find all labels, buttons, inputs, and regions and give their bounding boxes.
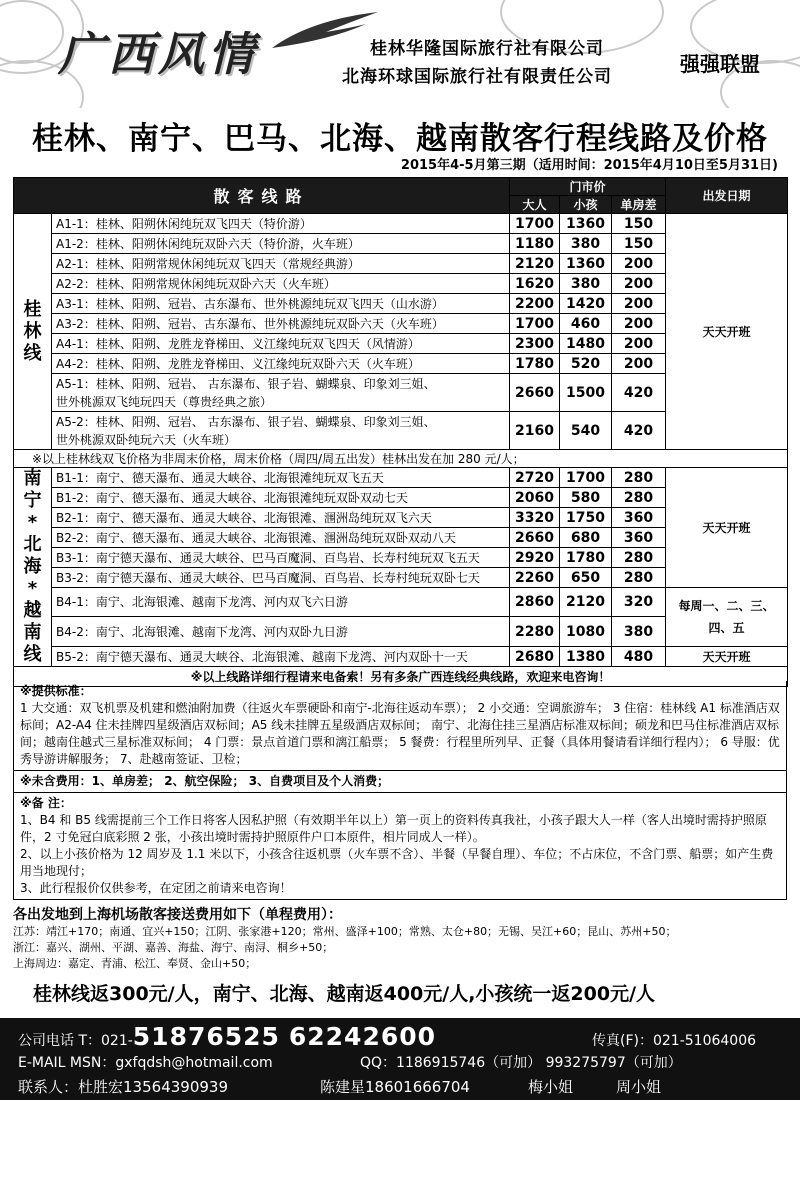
route-cell: B2-1：南宁、德天瀑布、通灵大峡谷、北海银滩、涠洲岛纯玩双飞六天	[52, 508, 510, 528]
single-price: 420	[612, 412, 666, 450]
transfer-line: 上海周边：嘉定、青浦、松江、奉贤、金山+50；	[13, 957, 257, 970]
route-cell: A1-2：桂林、阳朔休闲纯玩双卧六天（特价游，火车班）	[52, 234, 510, 254]
phone-number-1[interactable]: 51876525	[132, 1022, 280, 1051]
route-cell: A5-1：桂林、阳朔、冠岩、 古东瀑布、银子岩、蝴蝶泉、印象刘三姐、 世外桃源双飞纯玩四天（尊贵经典之旅）	[52, 374, 510, 412]
rebate-line: 桂林线返300元/人，南宁、北海、越南返400元/人,小孩统一返200元/人	[33, 983, 656, 1005]
route-header: 散客线路	[14, 178, 510, 214]
child-price: 380	[560, 274, 612, 294]
depart-schedule: 天天开班	[666, 647, 788, 667]
single-price: 280	[612, 488, 666, 508]
remark-item: 3、此行程报价仅供参考，在定团之前请来电咨询！	[20, 881, 292, 895]
route-cell: A2-2：桂林、阳朔常规休闲纯玩双卧六天（火车班）	[52, 274, 510, 294]
adult-price: 2200	[510, 294, 560, 314]
page-title: 桂林、南宁、巴马、北海、越南散客行程线路及价格	[32, 121, 768, 157]
adult-price: 2920	[510, 548, 560, 568]
adult-price: 2280	[510, 617, 560, 647]
adult-price: 1700	[510, 314, 560, 334]
child-price: 1500	[560, 374, 612, 412]
company-name-1: 桂林华隆国际旅行社有限公司	[370, 39, 604, 59]
header-banner	[0, 0, 800, 108]
guilin-note: ※以上桂林线双飞价格为非周末价格，周末价格（周四/周五出发）桂林出发在加 280 元/人；	[14, 450, 788, 468]
child-price: 460	[560, 314, 612, 334]
single-price: 200	[612, 254, 666, 274]
remark-item: 1、B4 和 B5 线需提前三个工作日将客人因私护照（有效期半年以上）第一页上的资料传真我社，小孩子跟大人一样（客人出境时需持护照原件，2 寸免冠白底彩照 2 张，小孩出境时需持护照原件户口本原件，相片同成人一样）。	[20, 813, 767, 844]
phone-label: 公司电话 T：021-	[18, 1033, 133, 1049]
adult-price: 2860	[510, 588, 560, 617]
route-cell: B1-2：南宁、德天瀑布、通灵大峡谷、北海银滩纯玩双卧双动七天	[52, 488, 510, 508]
phone-number-2[interactable]: 62242600	[288, 1022, 437, 1051]
remark-item: 2、以上小孩价格为 12 周岁及 1.1 米以下，小孩含往返机票（火车票不含）、半餐（早餐自理）、车位；不占床位，不含门票、船票；如产生费用当地现付；	[20, 847, 774, 878]
child-price: 1420	[560, 294, 612, 314]
email-address[interactable]: gxfqdsh@hotmail.com	[115, 1055, 273, 1071]
child-price: 380	[560, 234, 612, 254]
adult-price: 2660	[510, 528, 560, 548]
single-price: 150	[612, 214, 666, 234]
region-label-nanning: 南 宁 * 北 海 * 越 南 线	[14, 468, 52, 667]
table-row	[14, 468, 788, 488]
child-price: 1480	[560, 334, 612, 354]
contact-line	[18, 1076, 228, 1097]
route-cell: B2-2：南宁、德天瀑布、通灵大峡谷、北海银滩、涠洲岛纯玩双卧双动八天	[52, 528, 510, 548]
contact-label: 联系人：	[18, 1078, 79, 1096]
child-price: 580	[560, 488, 612, 508]
provided-standards	[13, 681, 787, 771]
transfer-title: 各出发地到上海机场散客接送费用如下（单程费用）：	[13, 907, 342, 923]
guilin-note-row	[14, 450, 788, 468]
qq-label: QQ：	[360, 1055, 397, 1071]
logo-text: 广西风情	[58, 27, 258, 81]
single-supplement-header: 单房差	[612, 196, 666, 214]
single-price: 420	[612, 374, 666, 412]
provided-title: ※提供标准：	[20, 684, 92, 698]
depart-schedule-weekday: 每周一、二、三、四、五	[666, 588, 788, 647]
company-name-2: 北海环球国际旅行社有限责任公司	[342, 67, 612, 87]
single-price: 200	[612, 354, 666, 374]
remarks	[13, 793, 787, 900]
route-cell: B3-1：南宁德天瀑布、通灵大峡谷、巴马百魔洞、百鸟岩、长寿村纯玩双飞五天	[52, 548, 510, 568]
adult-price: 1700	[510, 214, 560, 234]
adult-price: 1620	[510, 274, 560, 294]
excluded-fees: ※未含费用：1、单房差； 2、航空保险； 3、自费项目及个人消费；	[13, 771, 787, 793]
child-price: 1080	[560, 617, 612, 647]
child-header: 小孩	[560, 196, 612, 214]
child-price: 520	[560, 354, 612, 374]
route-cell: A3-2：桂林、阳朔、冠岩、古东瀑布、世外桃源纯玩双卧六天（火车班）	[52, 314, 510, 334]
email-line	[18, 1052, 273, 1072]
adult-price: 1780	[510, 354, 560, 374]
contact-person: 梅小姐	[528, 1078, 574, 1096]
route-cell: B1-1：南宁、德天瀑布、通灵大峡谷、北海银滩纯玩双飞五天	[52, 468, 510, 488]
price-table	[13, 177, 788, 687]
alliance-label: 强强联盟	[680, 52, 760, 76]
adult-price: 2680	[510, 647, 560, 667]
single-price: 480	[612, 647, 666, 667]
adult-price: 2720	[510, 468, 560, 488]
adult-price: 2120	[510, 254, 560, 274]
qq-numbers: 1186915746（可加） 993275797（可加）	[396, 1055, 682, 1071]
child-price: 1360	[560, 214, 612, 234]
single-price: 200	[612, 314, 666, 334]
single-price: 280	[612, 468, 666, 488]
single-price: 200	[612, 294, 666, 314]
child-price: 540	[560, 412, 612, 450]
single-price: 200	[612, 274, 666, 294]
route-cell: B4-1：南宁、北海银滩、越南下龙湾、河内双飞六日游	[52, 588, 510, 617]
single-price: 150	[612, 234, 666, 254]
single-price: 360	[612, 508, 666, 528]
route-cell: A5-2：桂林、阳朔、冠岩、 古东瀑布、银子岩、蝴蝶泉、印象刘三姐、 世外桃源双卧纯玩六天（火车班）	[52, 412, 510, 450]
single-price: 280	[612, 568, 666, 588]
child-price: 1360	[560, 254, 612, 274]
route-cell: B5-2：南宁德天瀑布、通灵大峡谷、北海银滩、越南下龙湾、河内双卧十一天	[52, 647, 510, 667]
adult-price: 2260	[510, 568, 560, 588]
region-label-guilin: 桂 林 线	[14, 214, 52, 450]
adult-header: 大人	[510, 196, 560, 214]
child-price: 2120	[560, 588, 612, 617]
child-price: 680	[560, 528, 612, 548]
bottom-note: ※以上线路详细行程请来电备索！另有多条广西连线经典线路，欢迎来电咨询！	[14, 667, 788, 687]
adult-price: 2060	[510, 488, 560, 508]
adult-price: 2160	[510, 412, 560, 450]
route-cell: A3-1：桂林、阳朔、冠岩、古东瀑布、世外桃源纯玩双飞四天（山水游）	[52, 294, 510, 314]
table-row	[14, 588, 788, 617]
info-section	[13, 681, 787, 1199]
single-price: 320	[612, 588, 666, 617]
table-row	[14, 647, 788, 667]
child-price: 1380	[560, 647, 612, 667]
gate-price-header: 门市价	[510, 178, 666, 196]
route-cell: A4-2：桂林、阳朔、龙胜龙脊梯田、义江缘纯玩双卧六天（火车班）	[52, 354, 510, 374]
depart-schedule: 天天开班	[666, 214, 788, 450]
contact-person: 周小姐	[616, 1078, 662, 1096]
route-cell: A1-1：桂林、阳朔休闲纯玩双飞四天（特价游）	[52, 214, 510, 234]
contact-person: 杜胜宏13564390939	[78, 1078, 228, 1096]
remarks-title: ※备 注：	[20, 796, 72, 810]
route-cell: A2-1：桂林、阳朔常规休闲纯玩双飞四天（常规经典游）	[52, 254, 510, 274]
qq-line	[360, 1052, 682, 1072]
child-price: 1700	[560, 468, 612, 488]
single-price: 200	[612, 334, 666, 354]
fax-number: 传真(F)：021-51064006	[592, 1033, 757, 1049]
provided-text: 1 大交通：双飞机票及机建和燃油附加费（往返火车票硬卧和南宁-北海往返动车票）； 2 小交通：空调旅游车； 3 住宿：桂林线 A1 标准酒店双标间；A2-A4 住未挂牌四星级酒店双标间；A5 线未挂牌五星级酒店双标间； 南宁、北海住挂三星酒店标准双标间；硕龙和巴马住标准酒店双标间；越南住越式三星标准双标间； 4 门票：景点首道门票和漓江船票； 5 餐费：行程里所列早、正餐（具体用餐请看详细行程内）； 6 导服：优秀导游讲解服务； 7、赴越南签证、卫检；	[20, 701, 780, 766]
adult-price: 1180	[510, 234, 560, 254]
child-price: 650	[560, 568, 612, 588]
adult-price: 2660	[510, 374, 560, 412]
child-price: 1780	[560, 548, 612, 568]
table-row	[14, 214, 788, 234]
contact-person: 陈建星18601666704	[320, 1078, 470, 1096]
depart-date-header: 出发日期	[666, 178, 788, 214]
child-price: 1750	[560, 508, 612, 528]
phone-line	[18, 1022, 436, 1051]
route-cell: A4-1：桂林、阳朔、龙胜龙脊梯田、义江缘纯玩双飞四天（风情游）	[52, 334, 510, 354]
email-label: E-MAIL MSN：	[18, 1055, 116, 1071]
adult-price: 2300	[510, 334, 560, 354]
route-cell: B3-2：南宁德天瀑布、通灵大峡谷、巴马百魔洞、百鸟岩、长寿村纯玩双卧七天	[52, 568, 510, 588]
bird-wing-icon	[270, 10, 380, 50]
transfer-line: 浙江：嘉兴、湖州、平湖、嘉善、海盐、海宁、南浔、桐乡+50；	[13, 941, 334, 954]
route-cell: B4-2：南宁、北海银滩、越南下龙湾、河内双卧九日游	[52, 617, 510, 647]
depart-schedule: 天天开班	[666, 468, 788, 588]
transfer-line: 江苏：靖江+170；南通、宜兴+150；江阴、张家港+120；常州、盛泽+100；常熟、太仓+80；无锡、吴江+60；昆山、苏州+50；	[13, 925, 677, 938]
contact-footer	[0, 1018, 800, 1100]
adult-price: 3320	[510, 508, 560, 528]
single-price: 360	[612, 528, 666, 548]
single-price: 380	[612, 617, 666, 647]
single-price: 280	[612, 548, 666, 568]
period-label: 2015年4-5月第三期（适用时间：2015年4月10日至5月31日)	[400, 158, 778, 173]
